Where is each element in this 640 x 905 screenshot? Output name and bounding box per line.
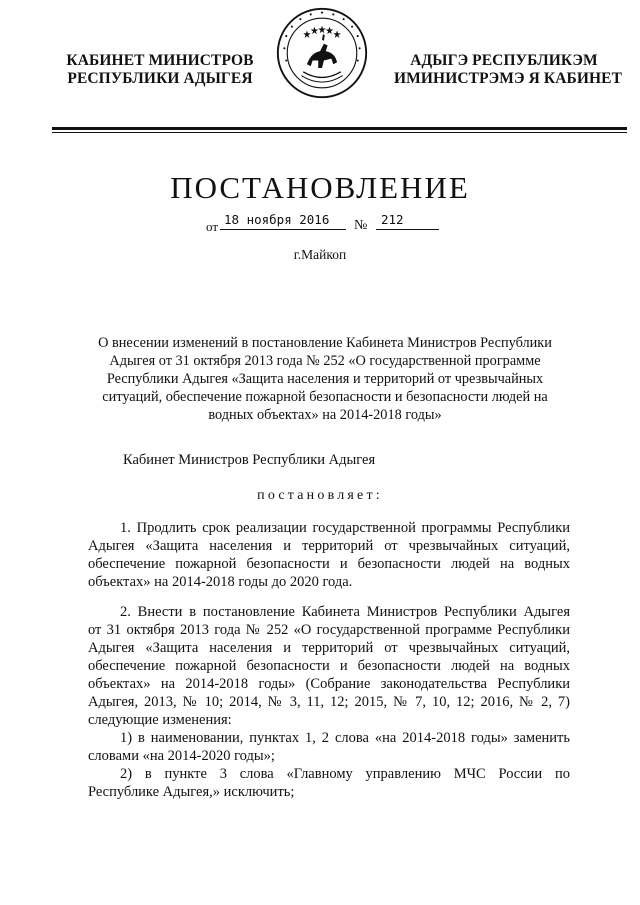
paragraph-line: объектах» на 2014-2018 годы» (Собрание законодательства Республики — [88, 676, 570, 692]
paragraph-1 — [88, 519, 570, 591]
paragraph-line: Адыгея, 2013, № 10; 2014, № 3, 11, 12; 2015, № 7, 10, 12; 2016, № 2, 7) — [88, 694, 570, 710]
issuing-body: Кабинет Министров Республики Адыгея — [123, 452, 376, 468]
paragraph-line: от 31 октября 2013 года № 252 «О государственной программе Республики — [88, 622, 570, 638]
header-right — [394, 52, 623, 88]
subject-line: водных объектах» на 2014-2018 годы» — [208, 407, 442, 423]
decrees-word: постановляет: — [257, 488, 383, 503]
header-left — [60, 52, 260, 88]
paragraph-line: обеспечение пожарной безопасности и безопасности людей на водных — [88, 556, 570, 572]
paragraph-line: объектах» на 2014-2018 годы до 2020 года. — [88, 574, 353, 590]
paragraph-line: следующие изменения: — [88, 712, 232, 728]
paragraph-2 — [88, 603, 570, 801]
number-sign: № — [354, 218, 368, 233]
document-subject — [80, 334, 570, 424]
document-number: 212 — [376, 213, 439, 230]
header-left-line-2: РЕСПУБЛИКИ АДЫГЕЯ — [67, 70, 253, 87]
document-title: ПОСТАНОВЛЕНИЕ — [170, 170, 470, 205]
paragraph-line: Адыгея «Защита населения и территорий от чрезвычайных ситуаций, — [88, 538, 570, 554]
header-left-line-1: КАБИНЕТ МИНИСТРОВ — [66, 52, 254, 69]
header-divider-thin — [52, 132, 627, 133]
paragraph-line: Республике Адыгея,» исключить; — [88, 784, 295, 800]
subject-line: О внесении изменений в постановление Кабинета Министров Республики — [98, 335, 552, 351]
emblem-icon — [275, 6, 369, 100]
paragraph-line: Адыгея «Защита населения и территорий от чрезвычайных ситуаций, — [88, 640, 570, 656]
paragraph-line: обеспечение пожарной безопасности и безопасности людей на водных — [88, 658, 570, 674]
paragraph-line: 2) в пункте 3 слова «Главному управлению МЧС России по — [120, 766, 570, 782]
header-divider-thick — [52, 127, 627, 130]
date-prefix: от — [206, 219, 219, 234]
paragraph-line: словами «на 2014-2020 годы»; — [88, 748, 275, 764]
header-right-line-1: АДЫГЭ РЕСПУБЛИКЭМ — [410, 52, 598, 69]
header-right-line-2: ИМИНИСТРЭМЭ Я КАБИНЕТ — [394, 70, 623, 87]
paragraph-line: 1) в наименовании, пунктах 1, 2 слова «на 2014-2018 годы» заменить — [120, 730, 570, 746]
document-date: 18 ноября 2016 — [220, 213, 346, 230]
subject-line: Республики Адыгея «Защита населения и территорий от чрезвычайных — [106, 371, 544, 387]
paragraph-line: 1. Продлить срок реализации государственной программы Республики — [120, 520, 570, 536]
subject-line: ситуаций, обеспечение пожарной безопасности и безопасности людей на — [102, 389, 548, 405]
city: г.Майкоп — [293, 247, 347, 262]
paragraph-line: 2. Внести в постановление Кабинета Министров Республики Адыгея — [120, 604, 570, 620]
subject-line: Адыгея от 31 октября 2013 года № 252 «О государственной программе — [109, 353, 541, 369]
